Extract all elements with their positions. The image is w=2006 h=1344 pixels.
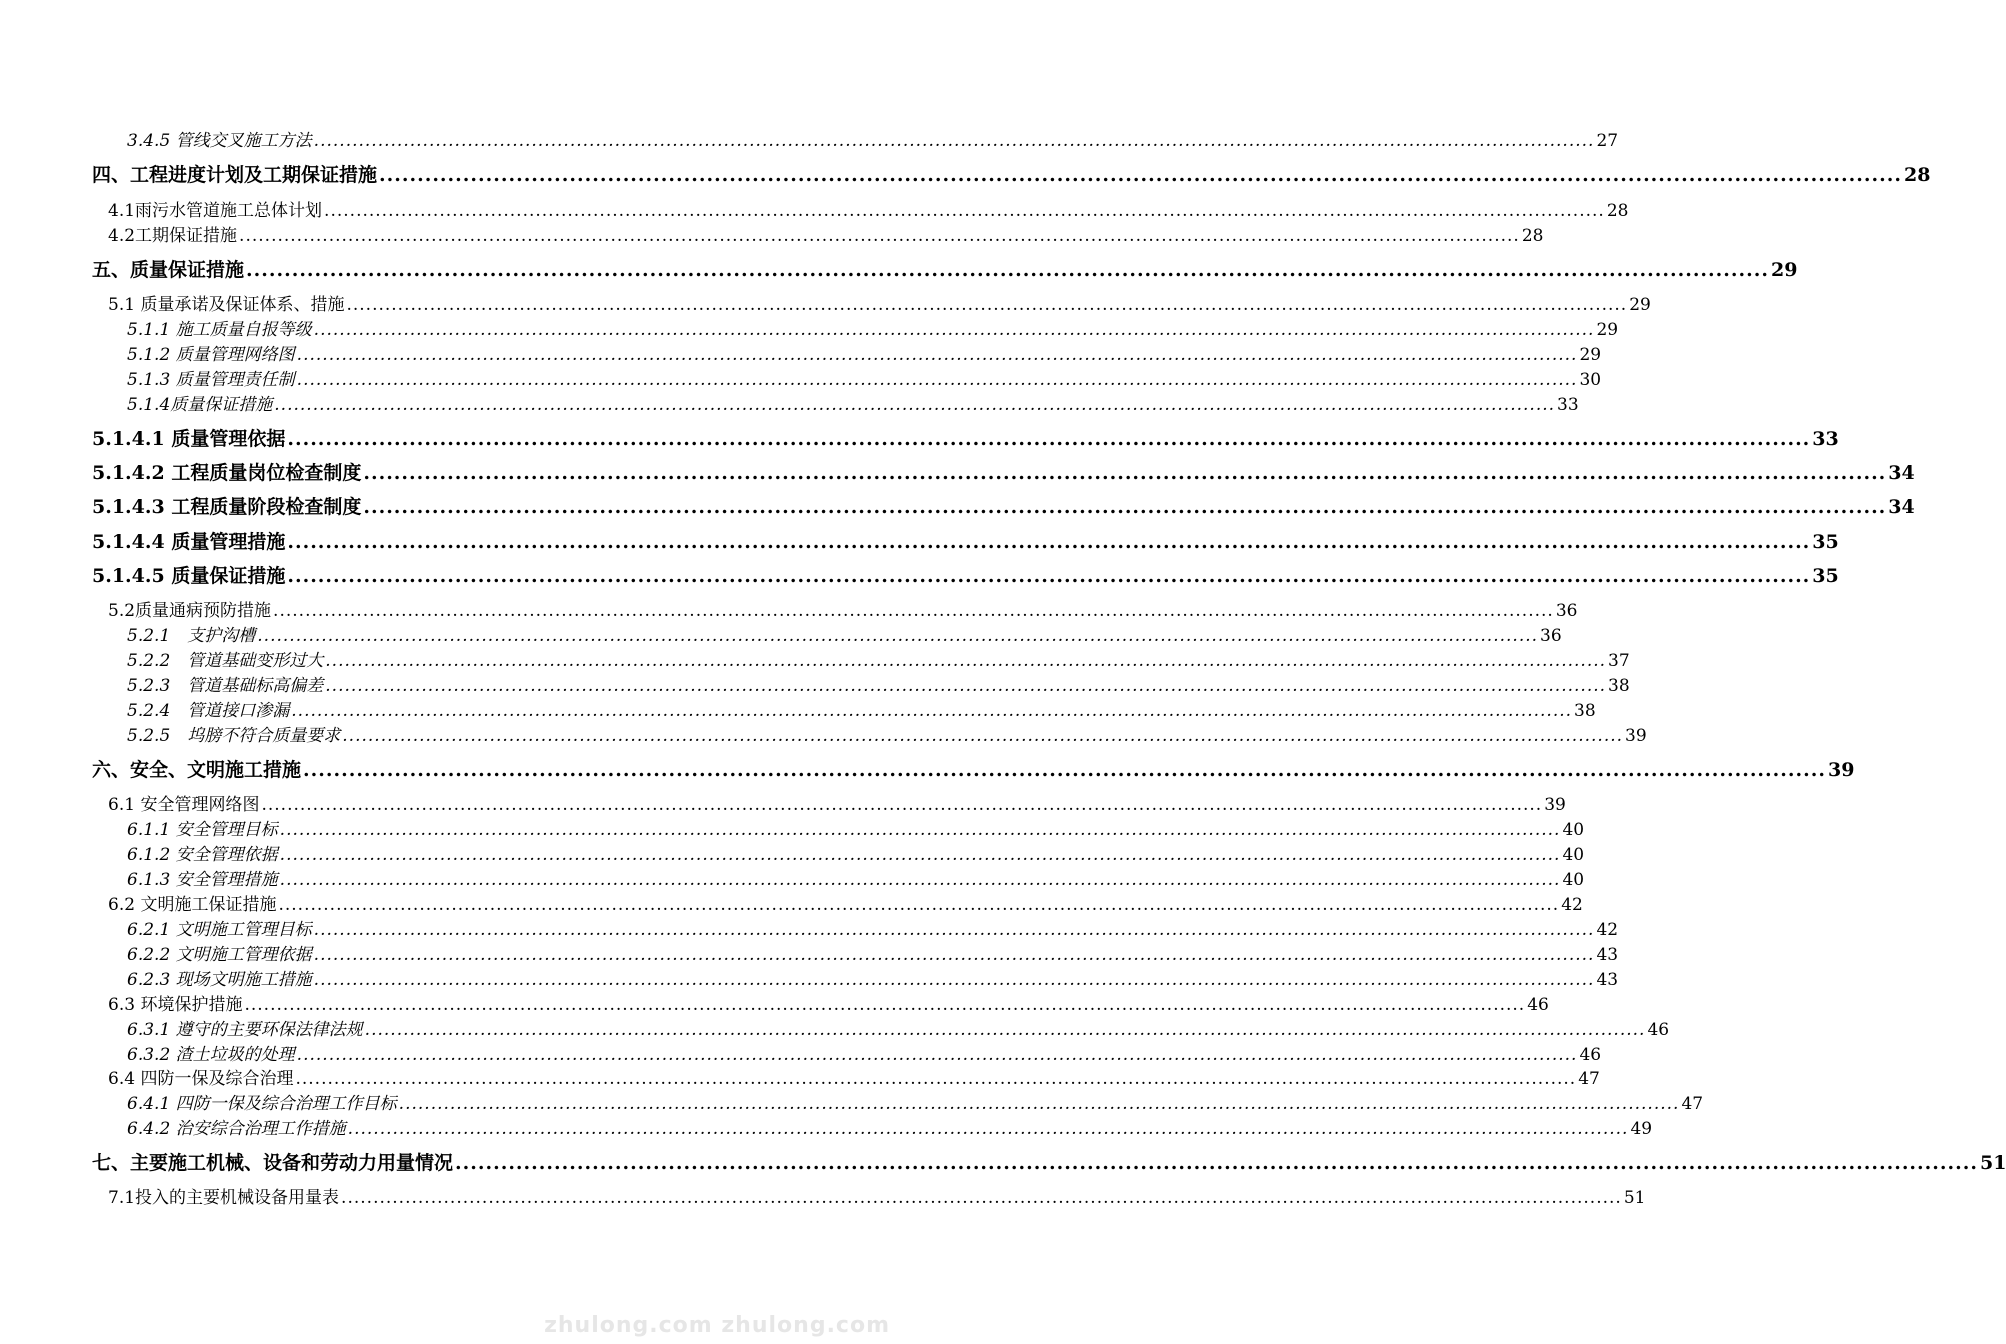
toc-entry-title: 5.1.4.5 质量保证措施 <box>92 565 286 587</box>
toc-entry-title: 6.1.2 安全管理依据 <box>127 845 278 865</box>
toc-entry[interactable] <box>92 458 1915 485</box>
toc-leader-dots: ........................................................................................................................................................................................................ <box>455 1152 1978 1174</box>
toc-entry[interactable] <box>92 255 1798 282</box>
toc-leader-dots: ........................................................................................................................................................................................................ <box>287 428 1811 450</box>
toc-entry-title: 5.2.2 管道基础变形过大 <box>127 651 324 671</box>
toc-entry-page: 29 <box>1579 345 1602 365</box>
toc-entry-title: 5.1.3 质量管理责任制 <box>127 370 295 390</box>
toc-entry[interactable] <box>127 340 1602 365</box>
toc-entry-page: 35 <box>1812 531 1839 553</box>
toc-entry-page: 35 <box>1812 565 1839 587</box>
toc-entry-page: 29 <box>1770 259 1798 281</box>
toc-entry[interactable] <box>92 755 1855 782</box>
toc-entry-title: 5.2.4 管道接口渗漏 <box>127 701 290 721</box>
toc-entry-title: 5.2.1 支护沟槽 <box>127 626 256 646</box>
toc-entry-page: 42 <box>1561 895 1583 915</box>
toc-leader-dots: ........................................................................................................................................................................................................ <box>325 676 1607 696</box>
toc-entry-title: 4.1雨污水管道施工总体计划 <box>108 201 323 221</box>
toc-entry[interactable] <box>127 865 1585 890</box>
toc-leader-dots: ........................................................................................................................................................................................................ <box>279 820 1561 840</box>
toc-entry[interactable] <box>92 424 1839 451</box>
toc-entry-page: 28 <box>1903 164 1931 186</box>
toc-entry[interactable] <box>127 1040 1602 1065</box>
toc-entry-page: 39 <box>1544 795 1566 815</box>
toc-leader-dots: ........................................................................................................................................................................................................ <box>273 601 1554 621</box>
toc-leader-dots: ........................................................................................................................................................................................................ <box>287 565 1811 587</box>
toc-leader-dots: ........................................................................................................................................................................................................ <box>398 1094 1680 1114</box>
toc-leader-dots: ........................................................................................................................................................................................................ <box>279 845 1561 865</box>
toc-entry[interactable] <box>127 915 1619 940</box>
toc-entry-page: 46 <box>1579 1045 1602 1065</box>
toc-entry-title: 6.2 文明施工保证措施 <box>108 895 277 915</box>
toc-leader-dots: ........................................................................................................................................................................................................ <box>287 531 1811 553</box>
toc-leader-dots: ........................................................................................................................................................................................................ <box>313 131 1595 151</box>
toc-entry[interactable] <box>127 696 1596 721</box>
toc-entry-title: 6.2.1 文明施工管理目标 <box>127 920 312 940</box>
toc-entry[interactable] <box>127 840 1585 865</box>
toc-entry-title: 5.1.4.3 工程质量阶段检查制度 <box>92 496 362 518</box>
toc-entry-title: 5.2.5 坞膀不符合质量要求 <box>127 726 341 746</box>
toc-entry-page: 36 <box>1540 626 1562 646</box>
toc-entry[interactable] <box>127 671 1630 696</box>
toc-entry[interactable] <box>108 596 1578 621</box>
toc-entry-title: 6.4.1 四防一保及综合治理工作目标 <box>127 1094 397 1114</box>
toc-entry-page: 28 <box>1521 226 1544 246</box>
toc-entry-title: 5.1.4.4 质量管理措施 <box>92 531 286 553</box>
watermark: zhulong.com zhulong.com <box>544 1313 890 1338</box>
toc-entry[interactable] <box>92 160 1931 187</box>
toc-leader-dots: ........................................................................................................................................................................................................ <box>246 259 1769 281</box>
toc-leader-dots: ........................................................................................................................................................................................................ <box>346 295 1628 315</box>
toc-entry[interactable] <box>127 365 1602 390</box>
toc-entry-title: 5.1 质量承诺及保证体系、措施 <box>108 295 345 315</box>
toc-leader-dots: ........................................................................................................................................................................................................ <box>313 970 1595 990</box>
toc-leader-dots: ........................................................................................................................................................................................................ <box>296 1045 1578 1065</box>
toc-leader-dots: ........................................................................................................................................................................................................ <box>363 496 1887 518</box>
toc-entry-page: 42 <box>1596 920 1619 940</box>
toc-leader-dots: ........................................................................................................................................................................................................ <box>296 370 1578 390</box>
toc-entry-page: 51 <box>1623 1188 1646 1208</box>
toc-entry-title: 4.2工期保证措施 <box>108 226 238 246</box>
toc-leader-dots: ........................................................................................................................................................................................................ <box>239 226 1520 246</box>
toc-leader-dots: ........................................................................................................................................................................................................ <box>295 1069 1577 1089</box>
toc-entry[interactable] <box>127 940 1619 965</box>
toc-entry-page: 30 <box>1579 370 1602 390</box>
toc-entry-title: 6.4.2 治安综合治理工作措施 <box>127 1119 346 1139</box>
toc-entry-page: 46 <box>1647 1020 1670 1040</box>
toc-entry[interactable] <box>108 1183 1646 1208</box>
toc-entry-title: 六、安全、文明施工措施 <box>92 759 302 781</box>
toc-leader-dots: ........................................................................................................................................................................................................ <box>363 462 1887 484</box>
toc-entry[interactable] <box>127 965 1619 990</box>
toc-leader-dots: ........................................................................................................................................................................................................ <box>325 651 1607 671</box>
toc-entry-page: 38 <box>1608 676 1630 696</box>
toc-entry-title: 6.3.2 渣土垃圾的处理 <box>127 1045 295 1065</box>
toc-entry[interactable] <box>127 390 1579 415</box>
toc-entry-page: 51 <box>1979 1152 2006 1174</box>
toc-leader-dots: ........................................................................................................................................................................................................ <box>303 759 1826 781</box>
toc-leader-dots: ........................................................................................................................................................................................................ <box>274 395 1556 415</box>
toc-entry-title: 四、工程进度计划及工期保证措施 <box>92 164 378 186</box>
toc-leader-dots: ........................................................................................................................................................................................................ <box>379 164 1902 186</box>
toc-entry[interactable] <box>127 646 1630 671</box>
toc-entry-title: 5.1.4.2 工程质量岗位检查制度 <box>92 462 362 484</box>
toc-entry[interactable] <box>127 315 1619 340</box>
toc-entry-title: 6.4 四防一保及综合治理 <box>108 1069 294 1089</box>
toc-leader-dots: ........................................................................................................................................................................................................ <box>342 726 1624 746</box>
toc-entry[interactable] <box>127 621 1562 646</box>
toc-leader-dots: ........................................................................................................................................................................................................ <box>347 1119 1629 1139</box>
toc-entry-page: 34 <box>1888 496 1915 518</box>
toc-entry-title: 6.3.1 遵守的主要环保法律法规 <box>127 1020 363 1040</box>
toc-leader-dots: ........................................................................................................................................................................................................ <box>261 795 1543 815</box>
toc-entry-title: 6.1.1 安全管理目标 <box>127 820 278 840</box>
toc-entry-page: 43 <box>1596 945 1619 965</box>
toc-entry-title: 5.2质量通病预防措施 <box>108 601 272 621</box>
toc-leader-dots: ........................................................................................................................................................................................................ <box>291 701 1573 721</box>
toc-entry-title: 5.2.3 管道基础标高偏差 <box>127 676 324 696</box>
toc-entry[interactable] <box>108 1064 1600 1089</box>
toc-entry-title: 6.1 安全管理网络图 <box>108 795 260 815</box>
toc-entry[interactable] <box>127 1015 1670 1040</box>
toc-entry[interactable] <box>127 126 1619 151</box>
toc-entry[interactable] <box>108 290 1651 315</box>
toc-entry-page: 47 <box>1681 1094 1704 1114</box>
toc-entry-page: 47 <box>1578 1069 1600 1089</box>
toc-leader-dots: ........................................................................................................................................................................................................ <box>313 920 1595 940</box>
toc-entry[interactable] <box>92 492 1915 519</box>
toc-entry[interactable] <box>108 196 1629 221</box>
toc-entry-title: 6.3 环境保护措施 <box>108 995 243 1015</box>
toc-entry-title: 3.4.5 管线交叉施工方法 <box>127 131 312 151</box>
toc-entry-page: 27 <box>1596 131 1619 151</box>
toc-leader-dots: ........................................................................................................................................................................................................ <box>313 945 1595 965</box>
toc-leader-dots: ........................................................................................................................................................................................................ <box>341 1188 1622 1208</box>
toc-leader-dots: ........................................................................................................................................................................................................ <box>296 345 1578 365</box>
toc-entry-page: 34 <box>1888 462 1915 484</box>
toc-entry-page: 39 <box>1827 759 1855 781</box>
toc-leader-dots: ........................................................................................................................................................................................................ <box>278 895 1560 915</box>
toc-entry[interactable] <box>108 221 1544 246</box>
toc-entry-page: 38 <box>1574 701 1596 721</box>
toc-leader-dots: ........................................................................................................................................................................................................ <box>244 995 1526 1015</box>
toc-entry-page: 39 <box>1625 726 1647 746</box>
toc-entry-page: 40 <box>1562 870 1585 890</box>
toc-entry[interactable] <box>108 890 1583 915</box>
toc-entry[interactable] <box>127 815 1585 840</box>
toc-entry-title: 6.2.3 现场文明施工措施 <box>127 970 312 990</box>
toc-entry-title: 5.1.2 质量管理网络图 <box>127 345 295 365</box>
toc-leader-dots: ........................................................................................................................................................................................................ <box>364 1020 1646 1040</box>
toc-entry-page: 40 <box>1562 820 1585 840</box>
toc-entry-page: 29 <box>1629 295 1651 315</box>
toc-entry[interactable] <box>92 527 1839 554</box>
toc-entry-page: 40 <box>1562 845 1585 865</box>
toc-entry-title: 7.1投入的主要机械设备用量表 <box>108 1188 340 1208</box>
toc-entry-page: 49 <box>1630 1119 1653 1139</box>
toc-entry[interactable] <box>127 721 1647 746</box>
toc-entry-title: 6.2.2 文明施工管理依据 <box>127 945 312 965</box>
toc-entry[interactable] <box>127 1114 1653 1139</box>
toc-entry[interactable] <box>92 561 1839 588</box>
toc-leader-dots: ........................................................................................................................................................................................................ <box>313 320 1595 340</box>
toc-entry-title: 七、主要施工机械、设备和劳动力用量情况 <box>92 1152 454 1174</box>
toc-leader-dots: ........................................................................................................................................................................................................ <box>257 626 1539 646</box>
toc-entry-page: 29 <box>1596 320 1619 340</box>
toc-entry[interactable] <box>108 990 1549 1015</box>
toc-leader-dots: ........................................................................................................................................................................................................ <box>279 870 1561 890</box>
toc-entry-page: 33 <box>1812 428 1839 450</box>
toc-entry-page: 36 <box>1555 601 1578 621</box>
toc-entry-page: 33 <box>1557 395 1579 415</box>
toc-entry-page: 37 <box>1608 651 1630 671</box>
toc-leader-dots: ........................................................................................................................................................................................................ <box>324 201 1605 221</box>
toc-entry-title: 5.1.4.1 质量管理依据 <box>92 428 286 450</box>
toc-entry[interactable] <box>92 1148 2006 1175</box>
toc-entry[interactable] <box>127 1089 1704 1114</box>
toc-entry-page: 46 <box>1527 995 1549 1015</box>
toc-entry-title: 5.1.4质量保证措施 <box>127 395 273 415</box>
toc-entry-page: 43 <box>1596 970 1619 990</box>
toc-entry-page: 28 <box>1606 201 1629 221</box>
toc-entry-title: 6.1.3 安全管理措施 <box>127 870 278 890</box>
toc-entry[interactable] <box>108 790 1566 815</box>
toc-entry-title: 5.1.1 施工质量自报等级 <box>127 320 312 340</box>
toc-entry-title: 五、质量保证措施 <box>92 259 245 281</box>
